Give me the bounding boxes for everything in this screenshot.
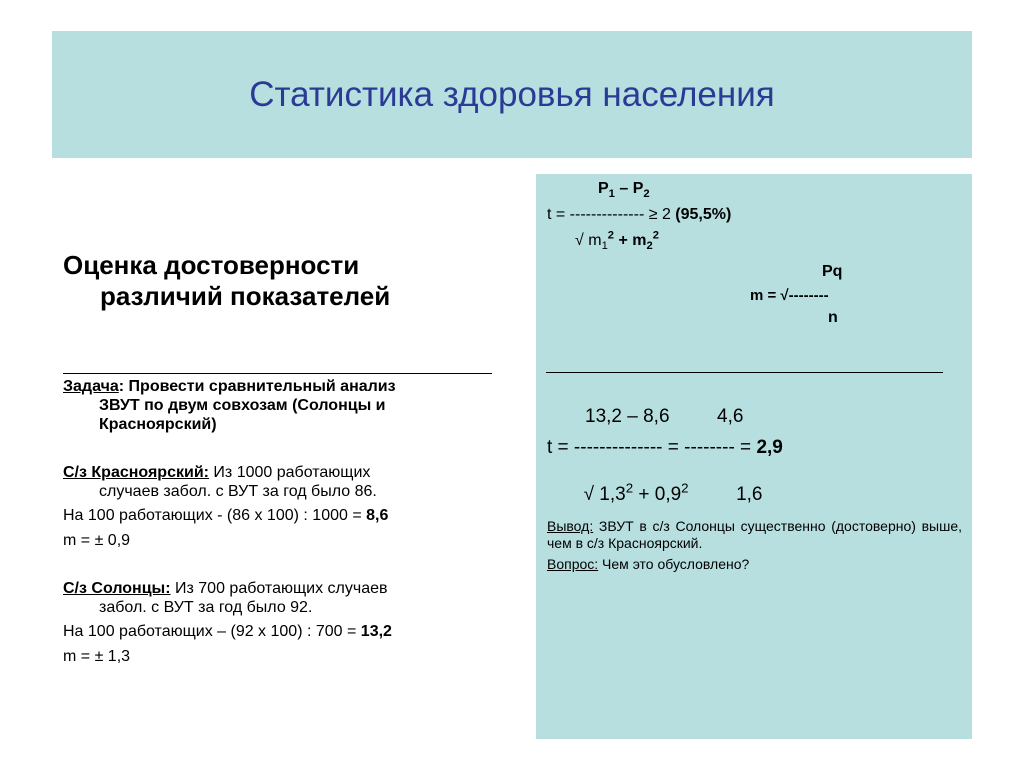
solontsy-per100-text: На 100 работающих – (92 х 100) : 700 = — [63, 623, 361, 640]
question-label: Вопрос: — [547, 556, 599, 572]
calc-den-sup2: 2 — [681, 480, 689, 496]
page-title: Статистика здоровья населения — [249, 75, 775, 114]
formula-t-den-m1: √ m — [575, 232, 602, 249]
formula-m-denominator: n — [828, 309, 838, 326]
solontsy-block — [63, 579, 387, 617]
krasnoyarsky-text-2: случаев забол. с ВУТ за год было 86. — [99, 483, 377, 500]
heading-line-2: различий показателей — [100, 281, 391, 311]
solontsy-m: m = ± 1,3 — [63, 648, 131, 665]
left-divider — [63, 373, 492, 374]
task-label: Задача — [63, 378, 119, 395]
solontsy-text-2: забол. с ВУТ за год было 92. — [99, 599, 313, 616]
calc-den-b: + 0,9 — [633, 484, 682, 505]
formula-t-num-p1: P — [598, 180, 609, 197]
krasnoyarsky-label: С/з Красноярский: — [63, 464, 209, 481]
calc-t-text: t = -------------- = -------- = — [547, 437, 757, 458]
formula-t-text: t = -------------- ≥ 2 — [547, 206, 676, 223]
formula-t-num-sub1: 1 — [608, 188, 615, 201]
formula-t-den-sup1: 2 — [607, 229, 615, 242]
conclusion-label: Вывод: — [547, 518, 594, 534]
formula-t-den-sup2: 2 — [652, 229, 659, 242]
formula-t-den-m2: + m — [614, 232, 647, 249]
formula-t-confidence: (95,5%) — [675, 206, 732, 223]
formula-t-den-sub1: 1 — [601, 240, 608, 253]
calc-den-a: √ 1,3 — [583, 484, 626, 505]
calc-denominator — [573, 466, 763, 504]
krasnoyarsky-result: 8,6 — [366, 507, 389, 524]
solontsy-text-1: Из 700 работающих случаев — [170, 580, 388, 597]
solontsy-result: 13,2 — [360, 623, 392, 640]
formula-t-num-p2: – P — [614, 180, 644, 197]
heading-line-1: Оценка достоверности — [63, 250, 360, 280]
task-text-1: : Провести сравнительный анализ — [118, 378, 396, 395]
calc-t-line — [547, 438, 783, 457]
solontsy-per100 — [63, 622, 392, 641]
section-heading — [63, 250, 390, 312]
formula-t-numerator — [598, 179, 650, 201]
formula-t-line — [547, 205, 731, 224]
calc-den-sup1: 2 — [625, 480, 634, 496]
task-block — [63, 377, 396, 434]
conclusion — [547, 518, 962, 552]
calc-result: 2,9 — [756, 437, 783, 458]
conclusion-text: ЗВУТ в с/з Солонцы существенно (достоверно) выше, чем в с/з Красноярский. — [547, 518, 962, 551]
task-text-2: ЗВУТ по двум совхозам (Солонцы и — [99, 397, 386, 414]
right-divider — [546, 372, 943, 373]
formula-m-numerator: Pq — [822, 263, 843, 280]
question-text: Чем это обусловлено? — [598, 556, 750, 572]
formula-t-denominator — [575, 229, 659, 253]
formula-m-line: m = √-------- — [750, 287, 829, 304]
question — [547, 555, 749, 574]
title-band — [52, 31, 972, 158]
krasnoyarsky-per100 — [63, 506, 388, 525]
calc-den-c: 1,6 — [688, 484, 763, 505]
krasnoyarsky-m: m = ± 0,9 — [63, 532, 131, 549]
formula-t-den-sub2: 2 — [646, 240, 653, 253]
formula-t-num-sub2: 2 — [643, 188, 650, 201]
solontsy-label: С/з Солонцы: — [63, 580, 171, 597]
task-text-3: Красноярский) — [99, 416, 217, 433]
krasnoyarsky-per100-text: На 100 работающих - (86 х 100) : 1000 = — [63, 507, 367, 524]
krasnoyarsky-text-1: Из 1000 работающих — [208, 464, 371, 481]
calc-numerator: 13,2 – 8,6 4,6 — [585, 406, 744, 427]
krasnoyarsky-block — [63, 463, 377, 501]
